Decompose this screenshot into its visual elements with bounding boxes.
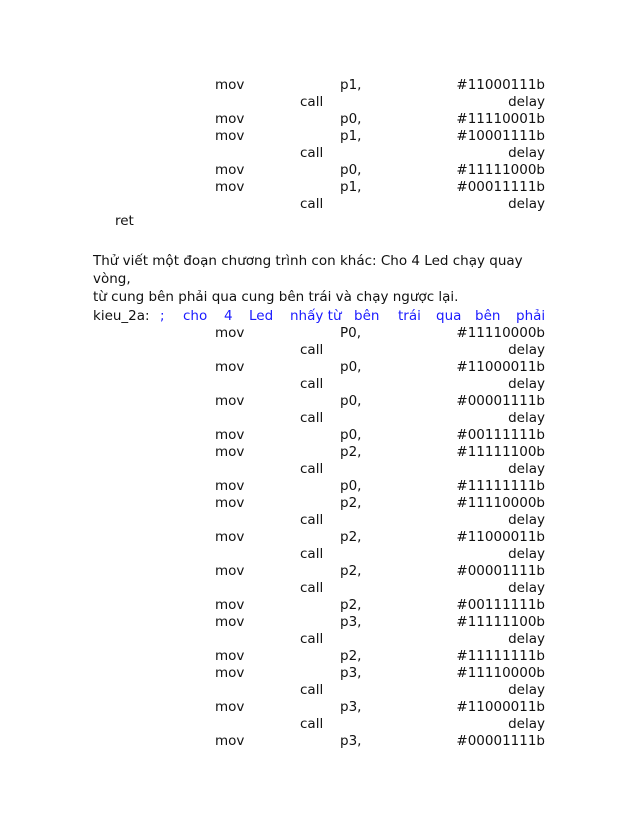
code-line bbox=[0, 682, 638, 699]
call-keyword: call bbox=[300, 461, 324, 477]
operand: p3, bbox=[340, 699, 362, 715]
comment-token: 4 bbox=[224, 308, 233, 324]
code-line bbox=[0, 342, 638, 359]
opcode: mov bbox=[215, 648, 245, 664]
value: #11111111b bbox=[456, 478, 545, 494]
call-keyword: call bbox=[300, 546, 324, 562]
paragraph bbox=[93, 252, 563, 306]
paragraph-line: Thử viết một đoạn chương trình con khác: Cho 4 Led chạy quay vòng, bbox=[93, 253, 523, 287]
code-line bbox=[0, 145, 638, 162]
operand: p2, bbox=[340, 563, 362, 579]
comment-token: cho bbox=[183, 308, 208, 324]
value: #00111111b bbox=[456, 597, 545, 613]
code-line bbox=[0, 648, 638, 665]
operand: p2, bbox=[340, 597, 362, 613]
value: #11000011b bbox=[456, 529, 545, 545]
operand: p2, bbox=[340, 648, 362, 664]
comment-token: trái bbox=[398, 308, 421, 324]
code-line bbox=[0, 631, 638, 648]
value: delay bbox=[508, 145, 545, 161]
operand: p0, bbox=[340, 478, 362, 494]
code-line bbox=[0, 162, 638, 179]
opcode: mov bbox=[215, 393, 245, 409]
value: #11111111b bbox=[456, 648, 545, 664]
value: #11111000b bbox=[456, 162, 545, 178]
code-line bbox=[0, 478, 638, 495]
code-line bbox=[0, 393, 638, 410]
code-line bbox=[0, 716, 638, 733]
operand: p1, bbox=[340, 179, 362, 195]
operand: p2, bbox=[340, 495, 362, 511]
value: delay bbox=[508, 461, 545, 477]
code-line bbox=[0, 179, 638, 196]
value: #11000111b bbox=[456, 77, 545, 93]
code-line bbox=[0, 512, 638, 529]
code-line bbox=[0, 699, 638, 716]
operand: p0, bbox=[340, 427, 362, 443]
code-line bbox=[0, 359, 638, 376]
value: delay bbox=[508, 94, 545, 110]
opcode: mov bbox=[215, 128, 245, 144]
value: delay bbox=[508, 716, 545, 732]
opcode: mov bbox=[215, 614, 245, 630]
code-line bbox=[0, 597, 638, 614]
code-line bbox=[0, 111, 638, 128]
opcode: mov bbox=[215, 563, 245, 579]
comment-token: ; bbox=[160, 308, 165, 324]
opcode: mov bbox=[215, 179, 245, 195]
code-line bbox=[0, 665, 638, 682]
operand: p0, bbox=[340, 393, 362, 409]
operand: p1, bbox=[340, 128, 362, 144]
code-line bbox=[0, 410, 638, 427]
comment-token: qua bbox=[436, 308, 462, 324]
value: #00111111b bbox=[456, 427, 545, 443]
call-keyword: call bbox=[300, 376, 324, 392]
opcode: mov bbox=[215, 444, 245, 460]
value: delay bbox=[508, 196, 545, 212]
value: delay bbox=[508, 546, 545, 562]
opcode: mov bbox=[215, 478, 245, 494]
operand: p1, bbox=[340, 77, 362, 93]
code-line bbox=[0, 213, 638, 230]
value: delay bbox=[508, 342, 545, 358]
code-line bbox=[0, 427, 638, 444]
code-line bbox=[0, 529, 638, 546]
opcode: mov bbox=[215, 162, 245, 178]
operand: p0, bbox=[340, 111, 362, 127]
value: #11111100b bbox=[456, 444, 545, 460]
code-line bbox=[0, 94, 638, 111]
comment-token: nhấy từ bbox=[290, 308, 342, 324]
code-line bbox=[0, 461, 638, 478]
code-line bbox=[0, 444, 638, 461]
value: #11000011b bbox=[456, 359, 545, 375]
code-line bbox=[0, 733, 638, 750]
operand: p2, bbox=[340, 444, 362, 460]
call-keyword: call bbox=[300, 145, 324, 161]
call-keyword: call bbox=[300, 631, 324, 647]
operand: p0, bbox=[340, 162, 362, 178]
value: #10001111b bbox=[456, 128, 545, 144]
value: delay bbox=[508, 631, 545, 647]
operand: p2, bbox=[340, 529, 362, 545]
opcode: mov bbox=[215, 597, 245, 613]
call-keyword: call bbox=[300, 716, 324, 732]
value: delay bbox=[508, 580, 545, 596]
code-line bbox=[0, 614, 638, 631]
value: #11110001b bbox=[456, 111, 545, 127]
call-keyword: call bbox=[300, 512, 324, 528]
value: delay bbox=[508, 410, 545, 426]
opcode: mov bbox=[215, 359, 245, 375]
opcode: mov bbox=[215, 495, 245, 511]
code-line bbox=[0, 580, 638, 597]
paragraph-line: từ cung bên phải qua cung bên trái và chạy ngược lại. bbox=[93, 289, 459, 305]
code-line bbox=[0, 196, 638, 213]
opcode: mov bbox=[215, 699, 245, 715]
opcode: mov bbox=[215, 427, 245, 443]
value: #00001111b bbox=[456, 563, 545, 579]
value: #11110000b bbox=[456, 495, 545, 511]
opcode: mov bbox=[215, 529, 245, 545]
label-line bbox=[0, 308, 638, 325]
code-line bbox=[0, 77, 638, 94]
value: delay bbox=[508, 376, 545, 392]
opcode: mov bbox=[215, 665, 245, 681]
code-line bbox=[0, 495, 638, 512]
value: #11000011b bbox=[456, 699, 545, 715]
comment-token: bên bbox=[475, 308, 501, 324]
code-line bbox=[0, 128, 638, 145]
opcode: mov bbox=[215, 111, 245, 127]
call-keyword: call bbox=[300, 682, 324, 698]
value: #11110000b bbox=[456, 665, 545, 681]
ret-instruction: ret bbox=[115, 213, 134, 229]
value: #00001111b bbox=[456, 733, 545, 749]
value: #11111100b bbox=[456, 614, 545, 630]
opcode: mov bbox=[215, 325, 245, 341]
value: delay bbox=[508, 512, 545, 528]
value: delay bbox=[508, 682, 545, 698]
code-line bbox=[0, 376, 638, 393]
code-line bbox=[0, 325, 638, 342]
code-line bbox=[0, 563, 638, 580]
comment-token: phải bbox=[516, 308, 546, 324]
call-keyword: call bbox=[300, 94, 324, 110]
operand: p3, bbox=[340, 614, 362, 630]
operand: P0, bbox=[340, 325, 362, 341]
operand: p0, bbox=[340, 359, 362, 375]
code-line bbox=[0, 546, 638, 563]
routine-label: kieu_2a: bbox=[93, 308, 150, 324]
call-keyword: call bbox=[300, 580, 324, 596]
operand: p3, bbox=[340, 733, 362, 749]
call-keyword: call bbox=[300, 342, 324, 358]
value: #11110000b bbox=[456, 325, 545, 341]
value: #00001111b bbox=[456, 393, 545, 409]
comment-token: bên bbox=[354, 308, 380, 324]
opcode: mov bbox=[215, 733, 245, 749]
call-keyword: call bbox=[300, 410, 324, 426]
value: #00011111b bbox=[456, 179, 545, 195]
call-keyword: call bbox=[300, 196, 324, 212]
opcode: mov bbox=[215, 77, 245, 93]
operand: p3, bbox=[340, 665, 362, 681]
comment-token: Led bbox=[249, 308, 274, 324]
